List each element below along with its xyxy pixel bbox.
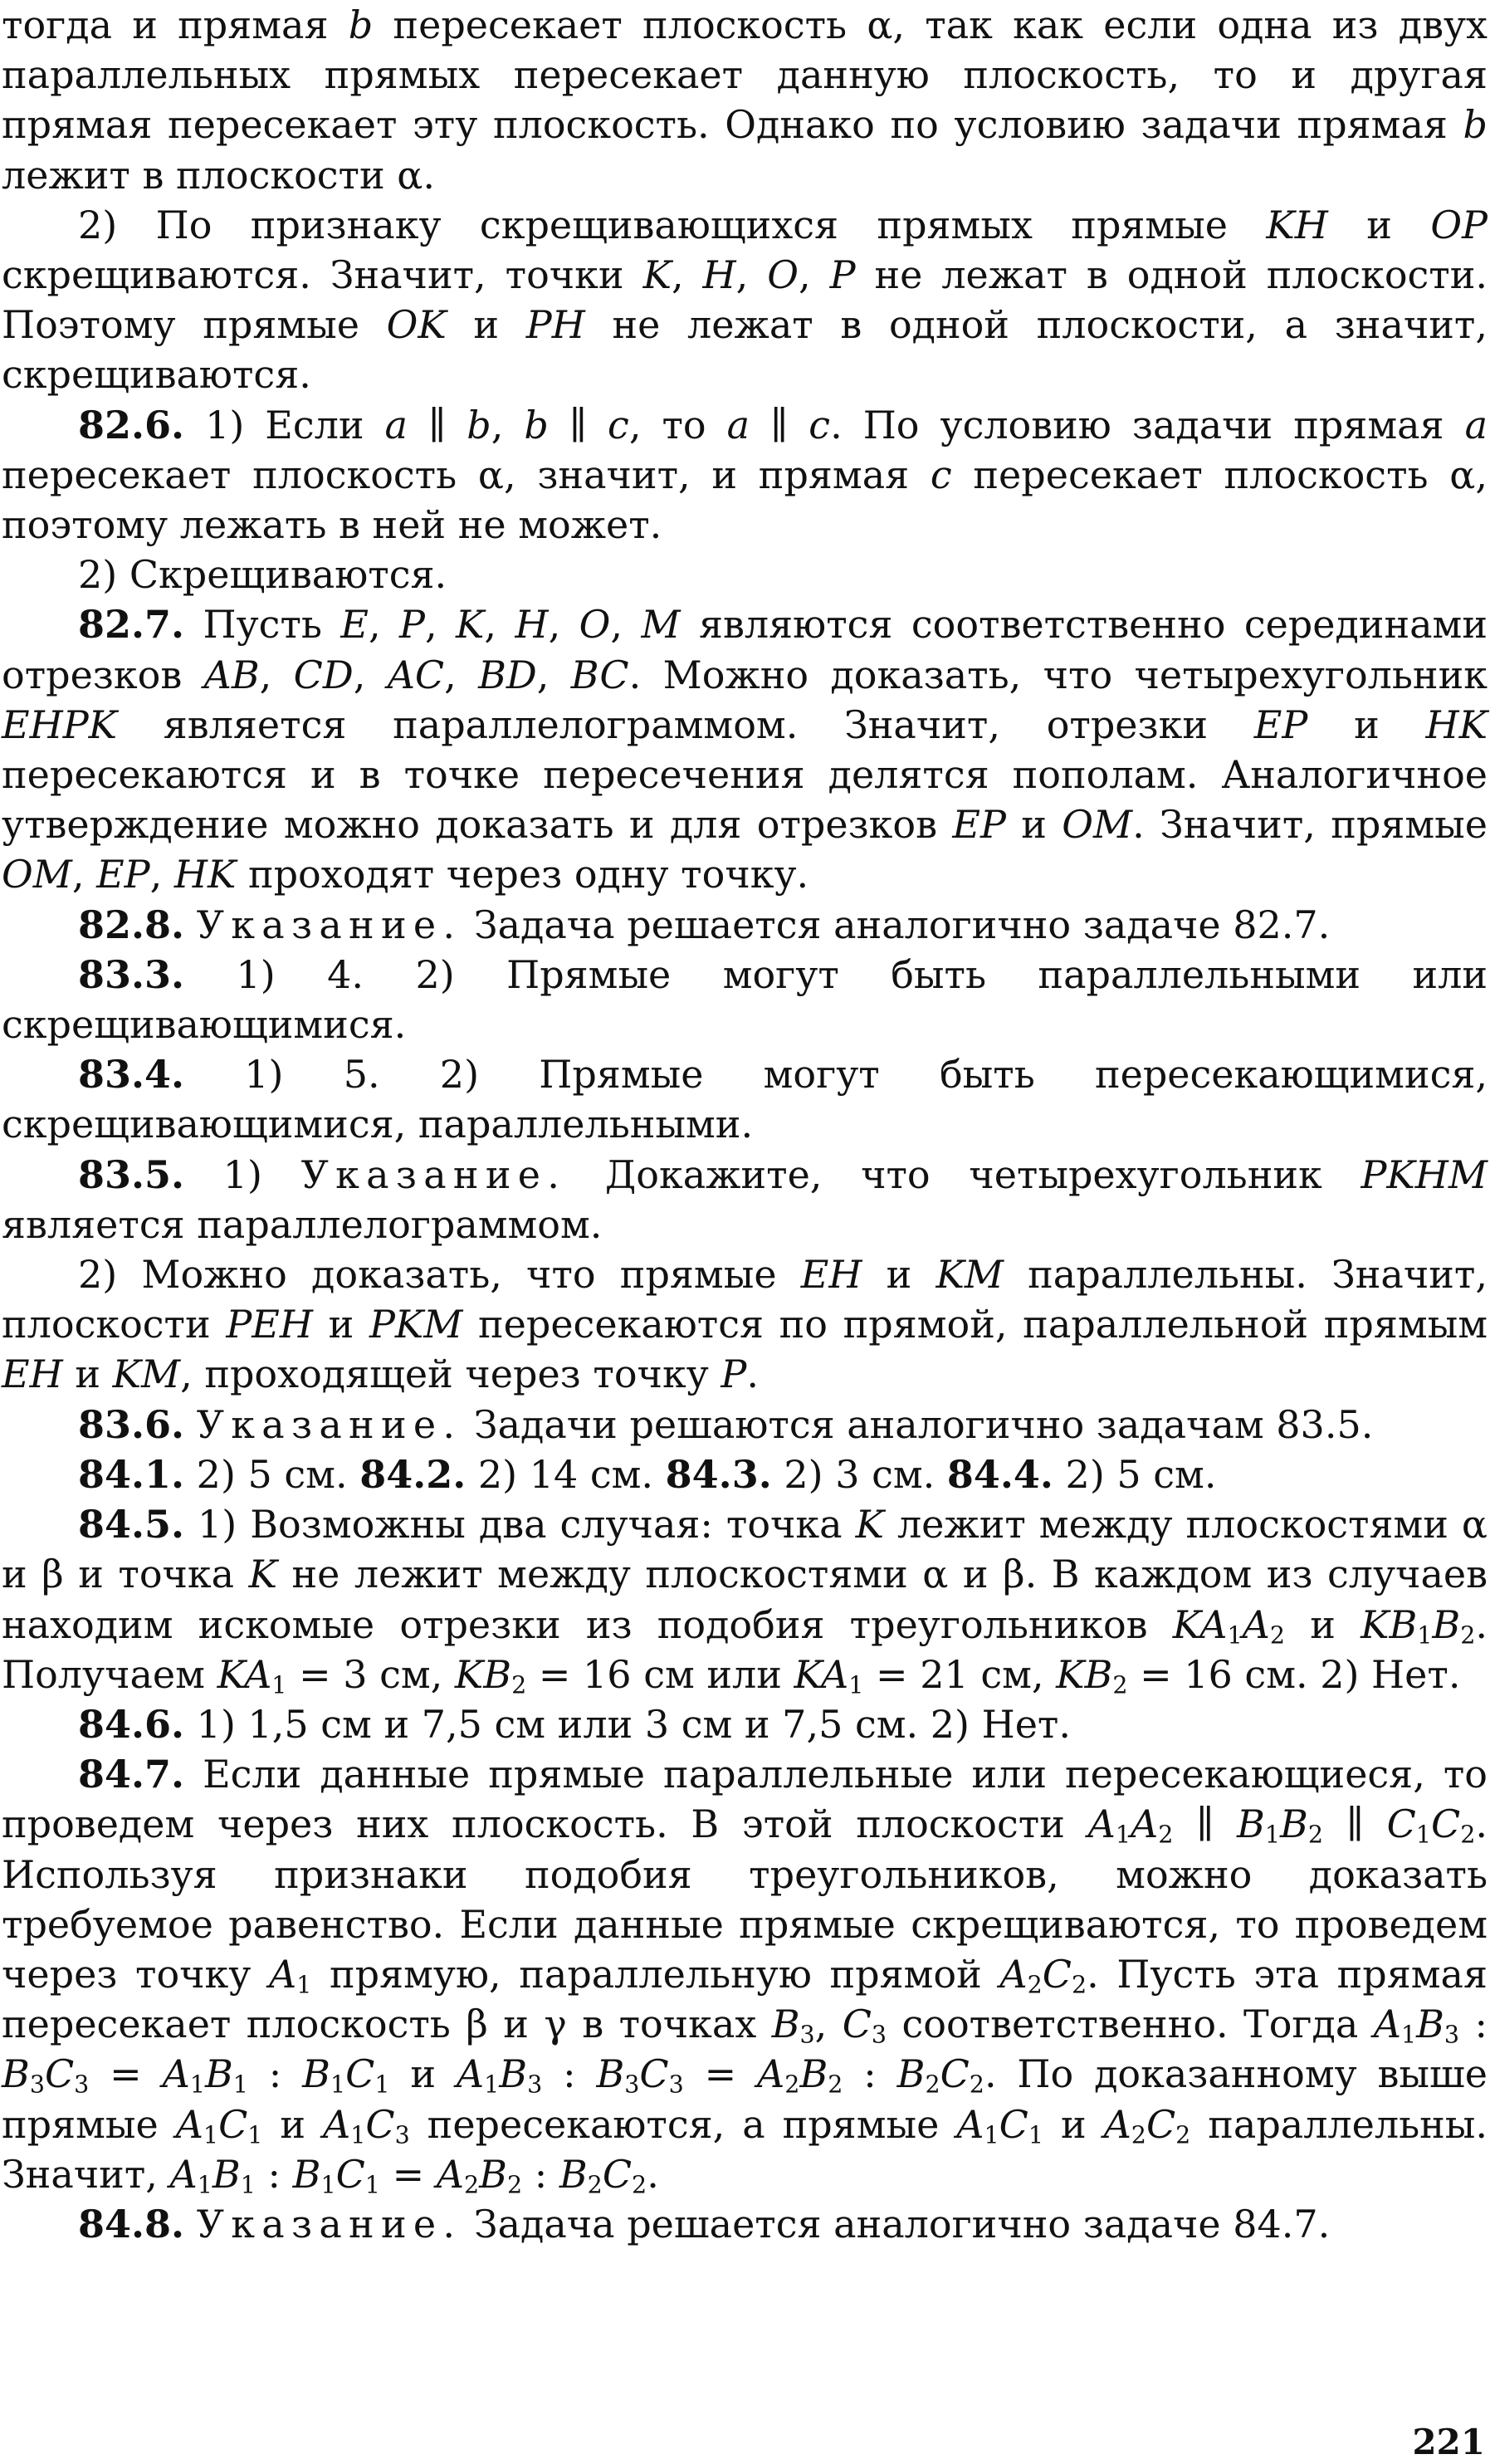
problem-number: 83.3.: [78, 951, 185, 997]
paragraph: 84.7. Если данные прямые параллельные или пересекающиеся, то проведем через них плоскость. В этой плоскости $A_1A_2$ ∥ $B_1B_2$ ∥ $C_1C_2$. Используя признаки подобия треугольников, можно доказать требуемое равенство. Если данные прямые скрещиваются, то проведем через точку $A_1$ прямую, параллельную прямой $A_2C_2$. Пусть эта прямая пересекает плоскость β и γ в точках $B_3$, $C_3$ соответственно. Тогда $A_1B_3$ : $B_3C_3 = A_1B_1$ : $B_1C_1$ и $A_1B_3$ : $B_3C_3 = A_2B_2$ : $B_2C_2$. По доказанному выше прямые $A_1C_1$ и $A_1C_3$ пересекаются, а прямые $A_1C_1$ и $A_2C_2$ параллельны. Значит, $A_1B_1$ : $B_1C_1 = A_2B_2$ : $B_2C_2$.: [2, 1752, 1488, 2198]
paragraph: 83.5. 1) Указание. Докажите, что четырехугольник PKHM является параллелограммом.: [2, 1151, 1488, 1247]
paragraph: 82.6. 1) Если a ∥ b, b ∥ c, то a ∥ c. По условию задачи прямая a пересекает плоскость α, значит, и прямая c пересекает плоскость α, поэтому лежать в ней не может.: [2, 402, 1488, 548]
problem-number: 84.4.: [946, 1451, 1053, 1497]
problem-number: 84.3.: [665, 1451, 772, 1497]
paragraph: 2) Скрещиваются.: [78, 552, 447, 598]
problem-number: 84.6.: [78, 1701, 185, 1747]
problem-number: 82.8.: [78, 902, 185, 947]
hint-label: Указание.: [196, 902, 462, 947]
paragraph: 83.3. 1) 4. 2) Прямые могут быть параллельными или скрещивающимися.: [2, 951, 1488, 1048]
page-number: 221: [1412, 2422, 1485, 2462]
paragraph: 84.5. 1) Возможны два случая: точка K лежит между плоскостями α и β и точка K не лежит между плоскостями α и β. В каждом из случаев находим искомые отрезки из подобия треугольников $KA_1A_2$ и $KB_1B_2$. Получаем $KA_1 = 3$ см, $KB_2 = 16$ см или $KA_1 = 21$ см, $KB_2 = 16$ см. 2) Нет.: [2, 1502, 1488, 1699]
problem-number: 82.7.: [78, 602, 185, 648]
hint-label: Указание.: [196, 1401, 462, 1447]
problem-number: 84.2.: [359, 1451, 467, 1497]
paragraph: 82.7. Пусть E, P, K, H, O, M являются соответственно серединами отрезков AB, CD, AC, BD, BC. Можно доказать, что четырехугольник EHPK является параллелограммом. Значит, отрезки EP и HK пересекаются и в точке пересечения делятся пополам. Аналогичное утверждение можно доказать и для отрезков EP и OM. Значит, прямые OM, EP, HK проходят через одну точку.: [2, 602, 1488, 897]
paragraph: 82.8. Указание. Задача решается аналогично задаче 82.7.: [78, 902, 1331, 947]
paragraph: 2) Можно доказать, что прямые EH и KM параллельны. Значит, плоскости PEH и PKM пересекаются по прямой, параллельной прямым EH и KM, проходящей через точку P.: [2, 1252, 1488, 1397]
problem-number: 83.4.: [78, 1052, 185, 1098]
hint-label: Указание.: [300, 1151, 567, 1197]
problem-number: 84.8.: [78, 2201, 185, 2246]
problem-number: 84.1.: [78, 1451, 185, 1497]
problem-number: 84.7.: [78, 1752, 185, 1797]
paragraph: 84.8. Указание. Задача решается аналогично задаче 84.7.: [78, 2201, 1331, 2246]
answers-text: [2, 0, 1488, 2249]
paragraph: 84.6. 1) 1,5 см и 7,5 см или 3 см и 7,5 см. 2) Нет.: [78, 1701, 1071, 1747]
problem-number: 82.6.: [78, 402, 185, 447]
paragraph: тогда и прямая b пересекает плоскость α, так как если одна из двух параллельных прямых пересекает данную плоскость, то и другая прямая пересекает эту плоскость. Однако по условию задачи прямая b лежит в плоскости α.: [2, 2, 1488, 198]
problem-number: 83.5.: [78, 1151, 185, 1197]
paragraph: 83.6. Указание. Задачи решаются аналогично задачам 83.5.: [78, 1401, 1374, 1447]
paragraph: 83.4. 1) 5. 2) Прямые могут быть пересекающимися, скрещивающимися, параллельными.: [2, 1052, 1488, 1147]
hint-label: Указание.: [196, 2201, 462, 2246]
paragraph: 84.1. 2) 5 см. 84.2. 2) 14 см. 84.3. 2) 3 см. 84.4. 2) 5 см.: [78, 1451, 1217, 1497]
problem-number: 83.6.: [78, 1401, 185, 1447]
problem-number: 84.5.: [78, 1502, 185, 1547]
paragraph: 2) По признаку скрещивающихся прямых прямые KH и OP скрещиваются. Значит, точки K, H, O, P не лежат в одной плоскости. Поэтому прямые OK и PH не лежат в одной плоскости, а значит, скрещиваются.: [2, 202, 1488, 398]
